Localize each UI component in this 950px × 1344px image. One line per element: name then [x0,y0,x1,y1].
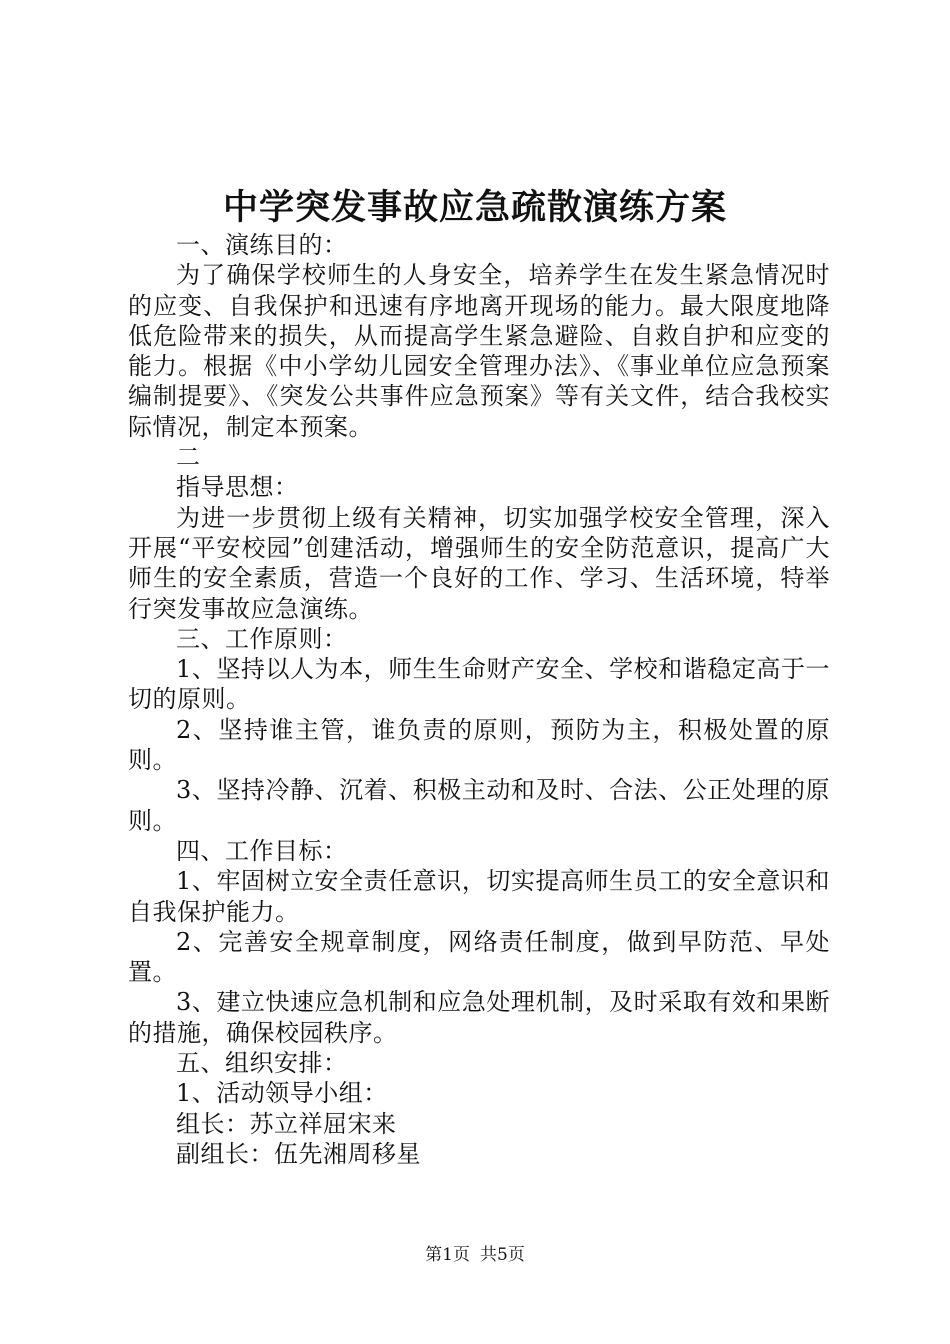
document-title: 中学突发事故应急疏散演练方案 [222,187,727,228]
page-number: 第1页 [425,1245,470,1265]
goal-item-3: 3、建立快速应急机制和应急处理机制，及时采取有效和果断的措施，确保校园秩序。 [128,988,830,1047]
section-heading-goals: 四、工作目标： [176,836,348,865]
goal-item-2: 2、完善安全规章制度，网络责任制度，做到早防范、早处置。 [128,927,830,987]
principle-item-1: 1、坚持以人为本，师生生命财产安全、学校和谐稳定高于一切的原则。 [128,655,830,714]
deputy-leader-line: 副组长：伍先湘周移星 [176,1139,421,1168]
page-total: 共5页 [480,1245,525,1265]
section-heading-guiding-ideology: 指导思想： [176,473,299,502]
section-heading-purpose: 一、演练目的： [176,231,348,259]
section-number-two: 二 [176,443,201,472]
section-heading-organization: 五、组织安排： [176,1049,348,1078]
paragraph-purpose: 为了确保学校师生的人身安全，培养学生在发生紧急情况时的应变、自我保护和迅速有序地离开现场的能力。最大限度地降低危险带来的损失，从而提高学生紧急避险、自救自护和应变的能力。根据《中小学幼儿园安全管理办法》、《事业单位应急预案编制提要》、《突发公共事件应急预案》等有关文件，结合我校实际情况，制定本预案。 [128,261,830,441]
principle-item-2: 2、坚持谁主管，谁负责的原则，预防为主，积极处置的原则。 [128,715,830,775]
goal-item-1: 1、牢固树立安全责任意识，切实提高师生员工的安全意识和自我保护能力。 [128,867,830,926]
document-body [128,230,830,1169]
paragraph-guiding-ideology: 为进一步贯彻上级有关精神，切实加强学校安全管理，深入开展“平安校园”创建活动，增强师生的安全防范意识，提高广大师生的安全素质，营造一个良好的工作、学习、生活环境，特举行突发事故应急演练。 [128,503,830,623]
principle-item-3: 3、坚持冷静、沉着、积极主动和及时、合法、公正处理的原则。 [128,776,830,835]
page-footer [0,1244,950,1266]
section-heading-principles: 三、工作原则： [176,624,348,653]
organization-item-1: 1、活动领导小组： [176,1079,388,1108]
group-leader-line: 组长：苏立祥屈宋来 [176,1109,397,1138]
